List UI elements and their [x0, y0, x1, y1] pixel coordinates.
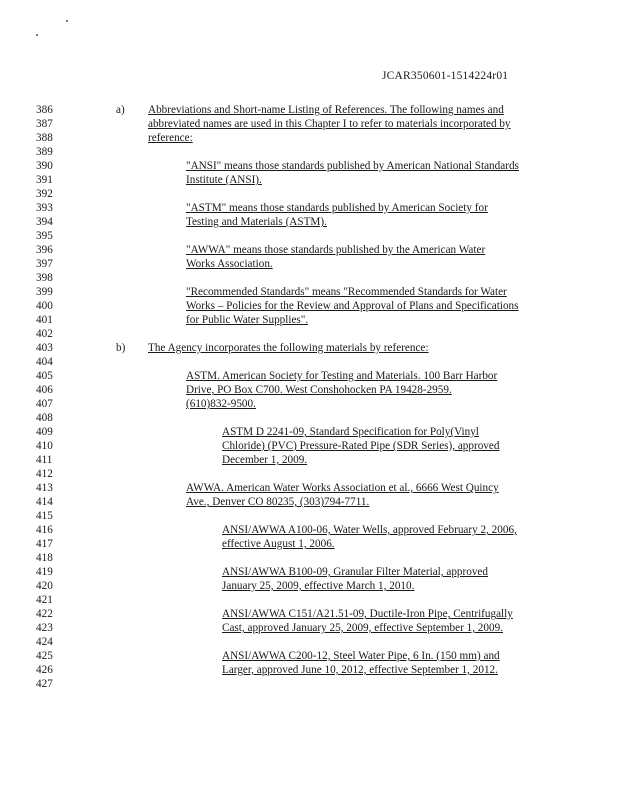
astm-d2241-line: December 1, 2009. — [222, 454, 308, 466]
line-number: 411 — [36, 454, 53, 466]
line-number: 389 — [36, 146, 53, 158]
line-number: 414 — [36, 496, 53, 508]
line-number: 418 — [36, 552, 53, 564]
definition-recommended-standards-line: "Recommended Standards" means "Recommended Standards for Water — [186, 286, 507, 298]
line-number: 408 — [36, 412, 53, 424]
line-number: 394 — [36, 216, 53, 228]
section-a-text-line: reference: — [148, 132, 193, 144]
astm-address-line: Drive, PO Box C700. West Conshohocken PA 19428-2959. — [186, 384, 452, 396]
definition-awwa-line: "AWWA" means those standards published by the American Water — [186, 244, 486, 256]
astm-d2241-line: ASTM D 2241-09, Standard Specification for Poly(Vinyl — [222, 426, 479, 438]
scan-speck — [66, 20, 68, 22]
awwa-a100-line: ANSI/AWWA A100-06, Water Wells, approved February 2, 2006, — [222, 524, 517, 536]
section-a-text-line: Abbreviations and Short-name Listing of References. The following names and — [148, 104, 504, 116]
line-number: 424 — [36, 636, 53, 648]
astm-address-line: (610)832-9500. — [186, 398, 256, 410]
line-number: 398 — [36, 272, 53, 284]
line-number: 393 — [36, 202, 53, 214]
definition-ansi-line: "ANSI" means those standards published by American National Standards — [186, 160, 519, 172]
line-number: 399 — [36, 286, 53, 298]
line-number: 396 — [36, 244, 53, 256]
line-number: 395 — [36, 230, 53, 242]
line-number: 409 — [36, 426, 53, 438]
line-number: 401 — [36, 314, 53, 326]
awwa-c200-line: ANSI/AWWA C200-12, Steel Water Pipe, 6 In. (150 mm) and — [222, 650, 500, 662]
line-number: 410 — [36, 440, 53, 452]
line-number: 402 — [36, 328, 53, 340]
section-b-label: b) — [116, 342, 126, 354]
line-number: 391 — [36, 174, 53, 186]
scan-speck — [36, 34, 38, 36]
line-number: 388 — [36, 132, 53, 144]
line-number: 415 — [36, 510, 53, 522]
section-a-text-line: abbreviated names are used in this Chapter I to refer to materials incorporated by — [148, 118, 511, 130]
awwa-c151-line: Cast, approved January 25, 2009, effective September 1, 2009. — [222, 622, 503, 634]
line-number: 407 — [36, 398, 53, 410]
line-number: 406 — [36, 384, 53, 396]
astm-d2241-line: Chloride) (PVC) Pressure-Rated Pipe (SDR Series), approved — [222, 440, 500, 452]
definition-recommended-standards-line: Works – Policies for the Review and Approval of Plans and Specifications — [186, 300, 519, 312]
line-number: 392 — [36, 188, 53, 200]
line-number: 405 — [36, 370, 53, 382]
line-number: 421 — [36, 594, 53, 606]
line-number: 387 — [36, 118, 53, 130]
definition-astm-line: "ASTM" means those standards published by American Society for — [186, 202, 488, 214]
definition-ansi-line: Institute (ANSI). — [186, 174, 262, 186]
document-id-header: JCAR350601-1514224r01 — [382, 70, 509, 82]
line-number: 427 — [36, 678, 53, 690]
line-number: 416 — [36, 524, 53, 536]
line-number: 417 — [36, 538, 53, 550]
line-number: 403 — [36, 342, 53, 354]
line-number: 386 — [36, 104, 53, 116]
definition-astm-line: Testing and Materials (ASTM). — [186, 216, 327, 228]
line-number: 400 — [36, 300, 53, 312]
line-number: 426 — [36, 664, 53, 676]
awwa-c151-line: ANSI/AWWA C151/A21.51-09, Ductile-Iron Pipe, Centrifugally — [222, 608, 513, 620]
line-number: 419 — [36, 566, 53, 578]
definition-recommended-standards-line: for Public Water Supplies". — [186, 314, 309, 326]
line-number: 420 — [36, 580, 53, 592]
awwa-address-line: Ave., Denver CO 80235, (303)794-7711. — [186, 496, 370, 508]
line-number: 422 — [36, 608, 53, 620]
line-number: 390 — [36, 160, 53, 172]
awwa-a100-line: effective August 1, 2006. — [222, 538, 335, 550]
line-number: 413 — [36, 482, 53, 494]
line-number: 425 — [36, 650, 53, 662]
section-b-intro: The Agency incorporates the following materials by reference: — [148, 342, 429, 354]
awwa-address-line: AWWA. American Water Works Association et al., 6666 West Quincy — [186, 482, 499, 494]
awwa-c200-line: Larger, approved June 10, 2012, effective September 1, 2012. — [222, 664, 498, 676]
line-number: 423 — [36, 622, 53, 634]
line-number: 404 — [36, 356, 53, 368]
awwa-b100-line: January 25, 2009, effective March 1, 2010. — [222, 580, 415, 592]
astm-address-line: ASTM. American Society for Testing and Materials. 100 Barr Harbor — [186, 370, 498, 382]
definition-awwa-line: Works Association. — [186, 258, 273, 270]
line-number: 397 — [36, 258, 53, 270]
line-number: 412 — [36, 468, 53, 480]
section-a-label: a) — [116, 104, 125, 116]
awwa-b100-line: ANSI/AWWA B100-09, Granular Filter Material, approved — [222, 566, 488, 578]
